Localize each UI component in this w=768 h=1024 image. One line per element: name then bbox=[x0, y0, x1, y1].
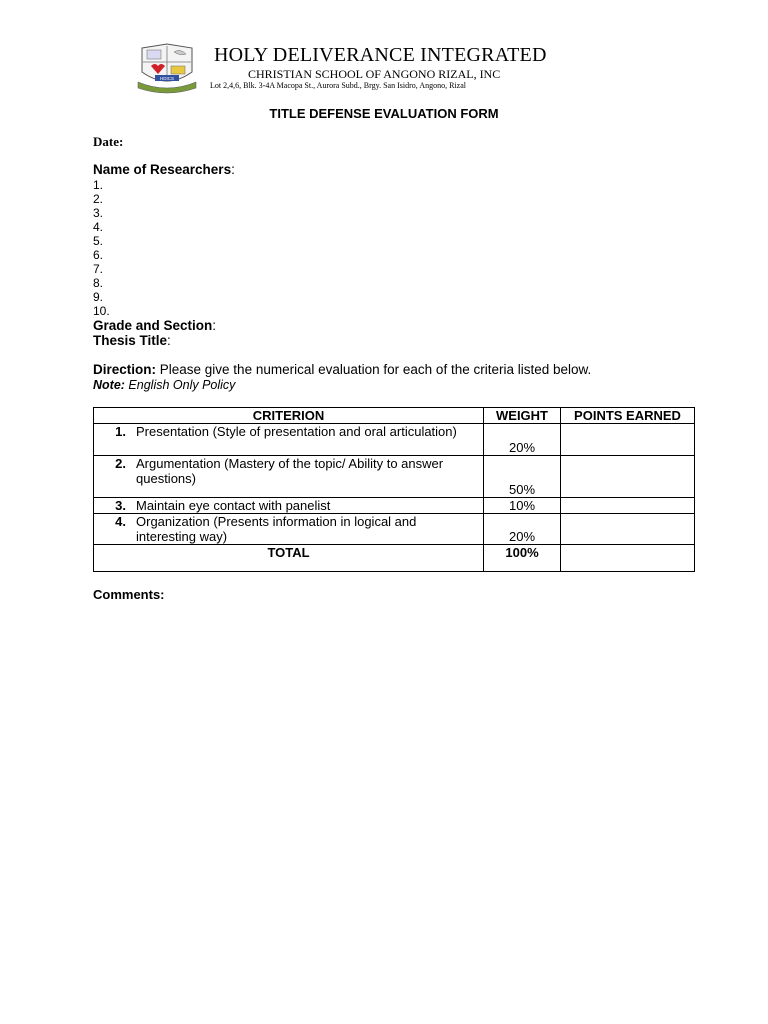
researchers-colon: : bbox=[231, 162, 235, 177]
criterion-number: 2. bbox=[115, 456, 126, 471]
points-earned-cell[interactable] bbox=[561, 424, 695, 456]
total-points-cell[interactable] bbox=[561, 545, 695, 572]
grade-section-line bbox=[93, 318, 216, 333]
direction-line bbox=[93, 362, 591, 377]
researchers-label: Name of Researchers bbox=[93, 162, 232, 177]
criterion-cell bbox=[94, 498, 484, 514]
criterion-text: Presentation (Style of presentation and oral articulation) bbox=[136, 424, 457, 439]
list-item: 2. bbox=[93, 192, 104, 206]
svg-text:HDICS: HDICS bbox=[159, 76, 175, 81]
list-item: 5. bbox=[93, 234, 104, 248]
form-title: TITLE DEFENSE EVALUATION FORM bbox=[269, 106, 499, 121]
table-row bbox=[94, 498, 695, 514]
criterion-number: 4. bbox=[115, 514, 126, 529]
school-logo bbox=[136, 42, 198, 94]
column-header-points: POINTS EARNED bbox=[561, 408, 695, 424]
total-weight: 100% bbox=[484, 545, 561, 572]
list-item: 4. bbox=[93, 220, 104, 234]
weight-cell: 20% bbox=[484, 514, 561, 545]
points-earned-cell[interactable] bbox=[561, 498, 695, 514]
school-subtitle: CHRISTIAN SCHOOL OF ANGONO RIZAL, INC bbox=[248, 67, 501, 81]
direction-text: Please give the numerical evaluation for each of the criteria listed below. bbox=[156, 362, 592, 377]
table-row bbox=[94, 424, 695, 456]
criterion-number: 3. bbox=[115, 498, 126, 513]
direction-label: Direction: bbox=[93, 362, 157, 377]
note-text: English Only Policy bbox=[124, 378, 236, 392]
table-row bbox=[94, 456, 695, 498]
note-label: Note: bbox=[93, 378, 125, 392]
list-item: 10. bbox=[93, 304, 110, 318]
total-row bbox=[94, 545, 695, 572]
criterion-text: Argumentation (Mastery of the topic/ Ability to answer questions) bbox=[136, 456, 444, 486]
thesis-title-colon: : bbox=[167, 333, 171, 348]
date-label: Date: bbox=[93, 134, 124, 149]
table-row bbox=[94, 514, 695, 545]
school-name: HOLY DELIVERANCE INTEGRATED bbox=[214, 44, 547, 66]
criterion-number: 1. bbox=[115, 424, 126, 439]
grade-section-label: Grade and Section bbox=[93, 318, 213, 333]
grade-section-colon: : bbox=[212, 318, 217, 333]
list-item: 1. bbox=[93, 178, 104, 192]
evaluation-table bbox=[93, 407, 695, 572]
total-label: TOTAL bbox=[94, 545, 484, 572]
weight-cell: 50% bbox=[484, 456, 561, 498]
researchers-heading bbox=[93, 162, 235, 177]
list-item: 9. bbox=[93, 290, 104, 304]
column-header-weight: WEIGHT bbox=[484, 408, 561, 424]
thesis-title-line bbox=[93, 333, 171, 348]
note-line bbox=[93, 378, 235, 392]
weight-cell: 10% bbox=[484, 498, 561, 514]
table-header-row bbox=[94, 408, 695, 424]
list-item: 7. bbox=[93, 262, 104, 276]
column-header-criterion: CRITERION bbox=[94, 408, 484, 424]
criterion-text: Maintain eye contact with panelist bbox=[136, 498, 331, 513]
list-item: 8. bbox=[93, 276, 104, 290]
thesis-title-label: Thesis Title bbox=[93, 333, 168, 348]
weight-cell: 20% bbox=[484, 424, 561, 456]
researcher-number-list bbox=[93, 178, 110, 318]
points-earned-cell[interactable] bbox=[561, 514, 695, 545]
comments-label: Comments: bbox=[93, 587, 165, 602]
criterion-text: Organization (Presents information in logical and interesting way) bbox=[136, 514, 417, 544]
points-earned-cell[interactable] bbox=[561, 456, 695, 498]
criterion-cell bbox=[94, 424, 484, 456]
list-item: 3. bbox=[93, 206, 104, 220]
criterion-cell bbox=[94, 456, 484, 498]
criterion-cell bbox=[94, 514, 484, 545]
list-item: 6. bbox=[93, 248, 104, 262]
school-address: Lot 2,4,6, Blk. 3-4A Macopa St., Aurora Subd., Brgy. San Isidro, Angono, Rizal bbox=[210, 81, 466, 90]
